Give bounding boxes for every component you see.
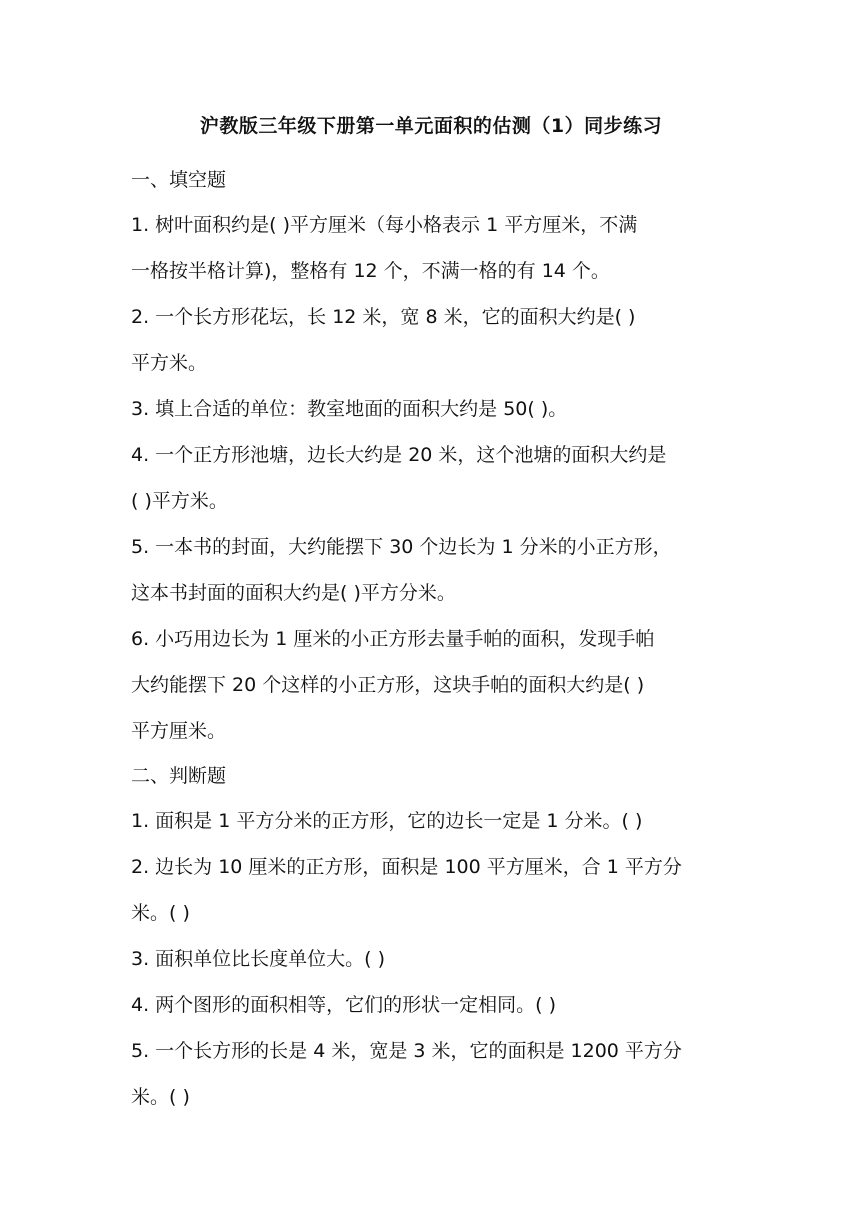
question-line: 5. 一个长方形的长是 4 米，宽是 3 米，它的面积是 1200 平方分 [131, 1040, 682, 1062]
question-line: 一格按半格计算)，整格有 12 个，不满一格的有 14 个。 [131, 260, 610, 282]
section-true-false [131, 754, 731, 1120]
judge-question-2 [131, 844, 731, 936]
question-line: 大约能摆下 20 个这样的小正方形，这块手帕的面积大约是( ) [131, 674, 645, 696]
question-line: 这本书封面的面积大约是( )平方分米。 [131, 582, 456, 604]
document-title: 沪教版三年级下册第一单元面积的估测（1）同步练习 [199, 115, 663, 137]
question-line: 4. 一个正方形池塘，边长大约是 20 米，这个池塘的面积大约是 [131, 444, 667, 466]
judge-question-5 [131, 1028, 731, 1120]
fill-question-2 [131, 294, 731, 386]
question-list [131, 798, 731, 1120]
fill-question-1 [131, 202, 731, 294]
section-heading: 二、判断题 [131, 765, 227, 787]
question-line: 1. 树叶面积约是( )平方厘米（每小格表示 1 平方厘米，不满 [131, 214, 638, 236]
fill-question-3 [131, 386, 731, 432]
fill-question-5 [131, 524, 731, 616]
fill-question-6 [131, 616, 731, 754]
question-line: 3. 面积单位比长度单位大。( ) [131, 948, 386, 970]
question-line: 2. 一个长方形花坛，长 12 米，宽 8 米，它的面积大约是( ) [131, 306, 636, 328]
section-heading: 一、填空题 [131, 169, 227, 191]
question-line: 平方米。 [131, 352, 208, 374]
question-line: 米。( ) [131, 902, 190, 924]
question-line: 1. 面积是 1 平方分米的正方形，它的边长一定是 1 分米。( ) [131, 810, 643, 832]
question-line: 5. 一本书的封面，大约能摆下 30 个边长为 1 分米的小正方形， [131, 536, 672, 558]
question-line: 3. 填上合适的单位：教室地面的面积大约是 50( )。 [131, 398, 568, 420]
question-line: 4. 两个图形的面积相等，它们的形状一定相同。( ) [131, 994, 557, 1016]
judge-question-1 [131, 798, 731, 844]
question-list [131, 202, 731, 754]
question-line: 平方厘米。 [131, 720, 227, 742]
judge-question-3 [131, 936, 731, 982]
worksheet-page [131, 104, 731, 1120]
section-fill-in-blank [131, 158, 731, 754]
judge-question-4 [131, 982, 731, 1028]
question-line: ( )平方米。 [131, 490, 228, 512]
fill-question-4 [131, 432, 731, 524]
question-line: 米。( ) [131, 1086, 190, 1108]
question-line: 6. 小巧用边长为 1 厘米的小正方形去量手帕的面积，发现手帕 [131, 628, 655, 650]
question-line: 2. 边长为 10 厘米的正方形，面积是 100 平方厘米，合 1 平方分 [131, 856, 682, 878]
